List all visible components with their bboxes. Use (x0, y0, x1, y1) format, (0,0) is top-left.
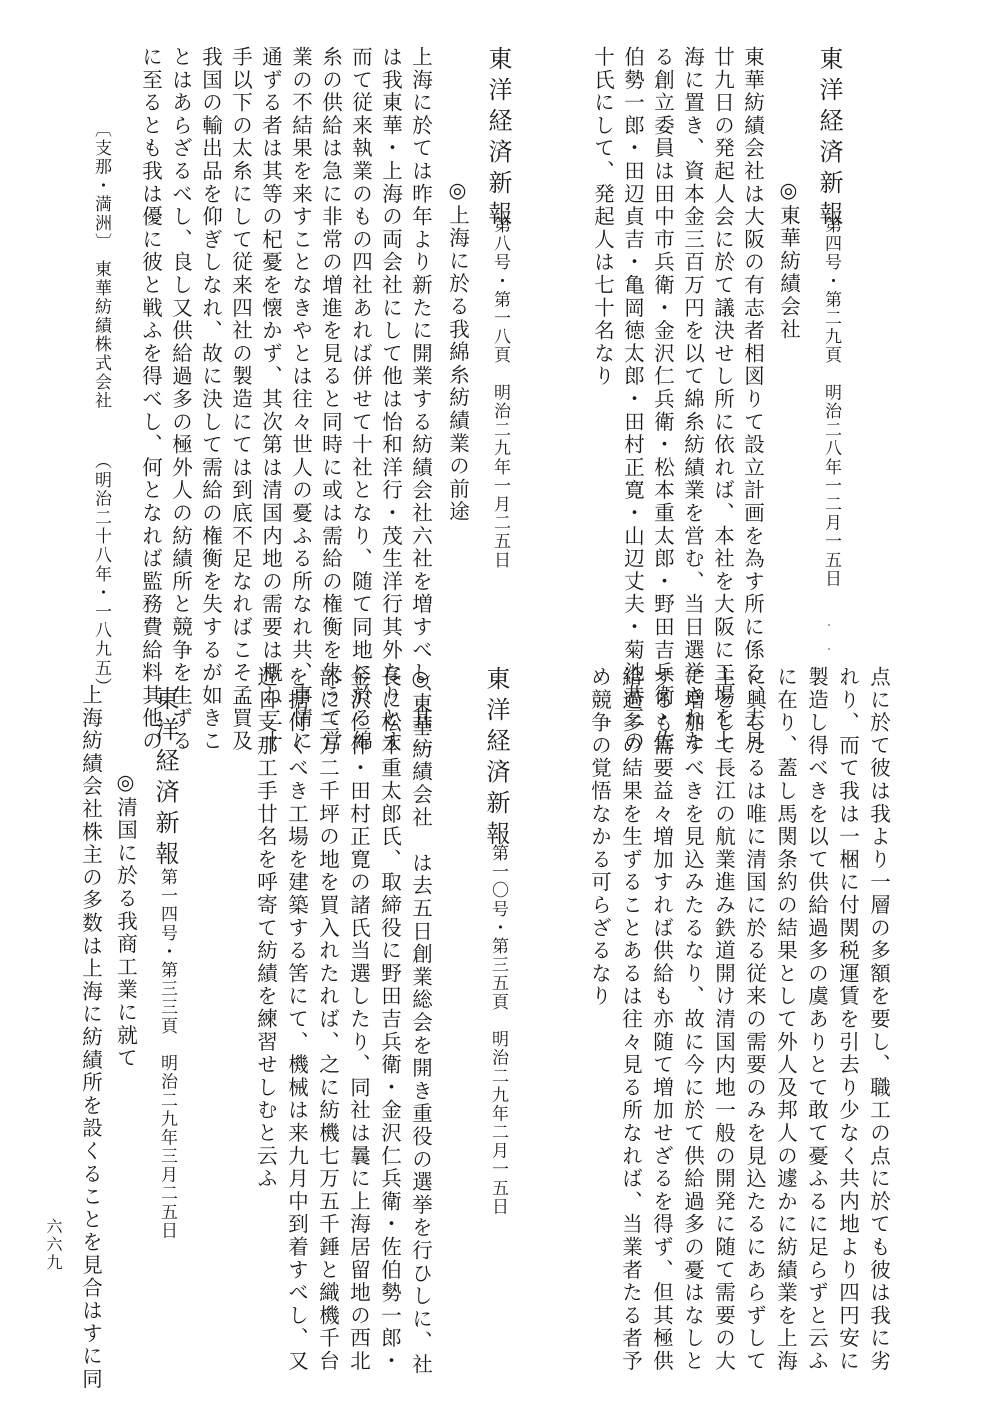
body-line: 伯勢一郎・田辺貞吉・亀岡徳太郎・田村正寛・山辺丈夫・菊池恭三の (620, 46, 645, 753)
body-line: するも需要益々増加すれば供給も亦随て増加せざるを得ず、但其極供 (649, 666, 674, 1373)
body-line: に至るとも我は優に彼と戦ふを得べし、何となれば監務費給料其他の (138, 46, 163, 753)
body-line: に在り、蓋し馬関条約の結果として外人及邦人の遽かに紡績業を上海 (773, 666, 798, 1373)
body-line: 手以下の太糸にして従来四社の製造にては到底不足なればこそ孟買及 (228, 46, 253, 753)
citation-2: 第八号・第一八頁 明治二九年一月二五日 (490, 216, 510, 570)
page-mark (828, 624, 830, 626)
body-line: に増加すべきを見込みたるなり、故に今に於て供給過多の憂はなしと (680, 666, 705, 1373)
body-line: め競争の覚悟なかる可らざるなり (587, 666, 612, 1008)
article-heading-4: ◎清国に於る我商工業に就て (113, 770, 138, 1070)
body-line: 点に於て彼は我より一層の多額を要し、職工の点に於ても彼は我に劣 (866, 666, 891, 1373)
body-line: 業の不結果を来すことなきやとは往々世人の憂ふる所なれ共、事情に (288, 46, 313, 753)
body-line: 而て従来執業のもの四社あれば併せて十社となり、随て同地に於る綿 (348, 46, 373, 753)
body-line: 通ずる者は其等の杞憂を懐かず、其次第は清国内地の需要は概ね二十 (258, 46, 283, 753)
citation-1: 第四号・第二九頁 明治二八年一二月一五日 (821, 216, 841, 588)
body-line: れり、而て我は一梱に付関税運賃を引去り少なく共内地より四円安に (835, 666, 860, 1373)
masthead-3: 東洋経済新報 (482, 666, 510, 852)
page-number: 六六九 (44, 1218, 63, 1272)
page-mark (828, 648, 830, 650)
article-heading-2: ◎上海に於る我綿糸紡績業の前途 (445, 178, 470, 524)
body-line: とはあらざるべし、良し又供給過多の極外人の紡績所と競争を生ずる (168, 46, 193, 753)
body-line: 十氏にして、発起人は七十名なり (590, 46, 615, 388)
body-line: を据付くべき工場を建築する筈にて、機械は来九月中到着すべし、又 (284, 666, 309, 1373)
body-line: ◎東華紡績会社 は去五日創業総会を開き重役の選挙を行ひしに、社 (408, 666, 433, 1377)
body-line: に興したるは唯に清国に於る従来の需要のみを見込たるにあらずして (742, 666, 767, 1373)
body-line: 上海に於ては昨年より新たに開業する紡績会社六社を増すべし、其二 (408, 46, 433, 753)
footer-period: （明治二十八年・一八九五） (91, 452, 111, 697)
footer-company: 東華紡績株式会社 (91, 260, 111, 411)
body-line: は我東華・上海の両会社にして他は怡和洋行・茂生洋行其外なりとす (378, 46, 403, 753)
body-line: る創立委員は田中市兵衛・金沢仁兵衛・松本重太郎・野田吉兵衛・佐 (650, 46, 675, 753)
article-heading-1: ◎東華紡績会社 (776, 178, 801, 342)
body-line: 長に松本重太郎氏、取締役に野田吉兵衛・金沢仁兵衛・佐伯勢一郎・ (377, 666, 402, 1373)
body-line: 近日支那工手廿名を呼寄て紡績を練習せしむと云ふ (253, 666, 278, 1191)
masthead-2: 東洋経済新報 (484, 46, 512, 232)
body-line: 糸の供給は急に非常の増進を見ると同時に或は需給の権衡を失うて営 (318, 46, 343, 753)
footer-section-label: 〔支那・満洲〕 (91, 120, 111, 252)
body-line: 東華紡績会社は大阪の有志者相図りて設立計画を為す所に係る、去月 (740, 46, 765, 753)
body-line: 部に三万二千坪の地を買入れたれば、之に紡機七万五千錘と織機千台 (315, 666, 340, 1373)
body-line: 海に置き、資本金三百万円を以て綿糸紡績業を営む、当日選挙された (680, 46, 705, 753)
body-line: 給過多の結果を生ずることあるは往々見る所なれば、当業者たる者予 (618, 666, 643, 1373)
body-line: 主として長江の航業進み鉄道開け清国内地一般の開発に随て需要の大 (711, 666, 736, 1373)
body-line: 金沢仁作・田村正寛の諸氏当選したり、同社は曩に上海居留地の西北 (346, 666, 371, 1373)
body-line: 製造し得べきを以て供給過多の虞ありとて敢て憂ふるに足らずと云ふ (804, 666, 829, 1373)
masthead-1: 東洋経済新報 (815, 46, 843, 232)
body-line: 廿九日の発起人会に於て議決せし所に依れば、本社を大阪に工場を上 (710, 46, 735, 753)
body-line: 我国の輸出品を仰ぎしなれ、故に決して需給の権衡を失するが如きこ (198, 46, 223, 753)
citation-4: 第一四号・第三三頁 明治二九年三月二五日 (157, 868, 177, 1240)
masthead-4: 東洋経済新報 (151, 686, 179, 872)
body-line: 上海紡績会社株主の多数は上海に紡績所を設くることを見合はすに同 (78, 684, 103, 1391)
citation-3: 第一〇号・第三五頁 明治二九年二月一五日 (488, 844, 508, 1216)
